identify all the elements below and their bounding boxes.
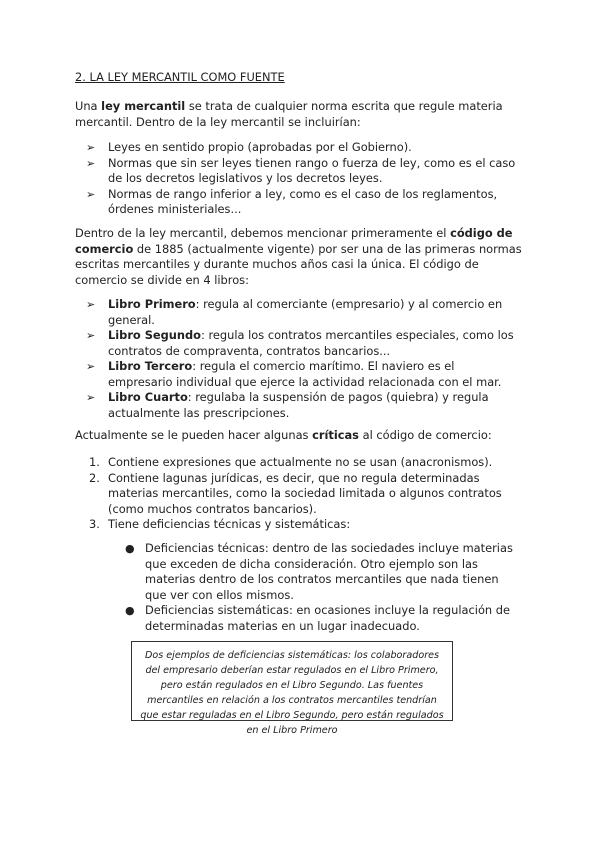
criticas-list [89,455,513,533]
libro-text: : regula al comerciante (empresario) y al comercio en general. [108,297,503,327]
libro-name: Libro Tercero [108,359,193,373]
list-item [86,328,518,359]
list-item [89,470,513,518]
codigo-text-1: Dentro de la ley mercantil, debemos mencionar primeramente el [75,226,451,240]
intro-bold: ley mercantil [101,99,186,113]
libro-text: : regulaba la suspensión de pagos (quiebra) y regula actualmente las prescripciones. [108,390,489,420]
arrow-bullet-icon: ➢ [86,187,96,201]
ley-list [86,140,523,218]
codigo-bold: código de comercio [75,226,513,256]
libros-list [86,297,518,421]
libro-text: : regula el comercio marítimo. El naviero es el empresario individual que ejerce la actividad relacionada con el mar. [108,359,502,389]
libro-name: Libro Cuarto [108,390,188,404]
list-item [89,455,513,471]
list-number: 2. [89,470,100,485]
criticas-text-2: al código de comercio: [358,428,492,442]
criticas-bold: críticas [312,428,359,442]
libro-name: Libro Primero [108,297,196,311]
list-item [86,297,518,328]
list-item [86,359,518,390]
bullet-icon: ● [125,604,135,617]
list-item [86,186,523,218]
arrow-bullet-icon: ➢ [86,329,96,342]
codigo-paragraph [75,226,530,288]
arrow-bullet-icon: ➢ [86,156,96,170]
criticas-text-1: Actualmente se le pueden hacer algunas [75,428,313,442]
libro-name: Libro Segundo [108,328,202,342]
arrow-bullet-icon: ➢ [86,360,96,373]
list-item [86,140,523,156]
intro-text-1: Una [75,99,102,113]
bullet-icon: ● [125,542,135,555]
list-number: 3. [89,517,100,531]
section-title: 2. LA LEY MERCANTIL COMO FUENTE [75,70,285,84]
list-item-text: Contiene expresiones que actualmente no se usan (anacronismos). [108,455,493,469]
list-item [86,155,523,187]
note-box: Dos ejemplos de deficiencias sistemáticas: los colaboradores del empresario deberían estar regulados en el Libro Primero, pero están regulados en el Libro Segundo. Las fuentes mercantiles en relación a los contratos mercantiles tendrían que estar reguladas en el Libro Segundo, pero están regulados en el Libro Primero [131,641,453,721]
arrow-bullet-icon: ➢ [86,141,96,154]
list-item-text: Normas que sin ser leyes tienen rango o fuerza de ley, como es el caso de los decretos legislativos y los decretos leyes. [108,155,516,185]
list-item-text: Tiene deficiencias técnicas y sistemáticas: [108,517,351,531]
libro-text: : regula los contratos mercantiles especiales, como los contratos de compraventa, contratos bancarios... [108,328,514,358]
arrow-bullet-icon: ➢ [86,298,96,311]
list-item-text: Contiene lagunas jurídicas, es decir, que no regula determinadas materias mercantiles, como la sociedad limitada o algunos contratos (como muchos contratos bancarios). [108,470,502,516]
intro-text-2: se trata de cualquier norma escrita que regule materia mercantil. Dentro de la ley mercantil se incluirían: [75,99,503,129]
codigo-text-2: de 1885 (actualmente vigente) por ser una de las primeras normas escritas mercantiles y durante muchos años casi la única. El código de comercio se divide en 4 libros: [75,241,522,287]
list-item-text: Normas de rango inferior a ley, como es el caso de los reglamentos, órdenes ministeriales... [108,186,498,216]
arrow-bullet-icon: ➢ [86,391,96,404]
list-item [86,390,518,421]
list-item-text: Deficiencias técnicas: dentro de las sociedades incluye materias que exceden de dicha consideración. Otro ejemplo son las materias dentro de los contratos mercantiles que nada tienen que ver con ellos mismos. [145,541,513,602]
list-item [89,517,513,533]
criticas-paragraph [75,428,530,444]
list-number: 1. [89,455,100,469]
list-item-text: Deficiencias sistemáticas: en ocasiones incluye la regulación de determinadas materias en un lugar inadecuado. [145,603,511,633]
list-item [125,603,520,634]
list-item [125,541,520,603]
deficiencias-list [125,541,520,634]
list-item-text: Leyes en sentido propio (aprobadas por el Gobierno). [108,140,412,154]
intro-paragraph [75,99,530,130]
